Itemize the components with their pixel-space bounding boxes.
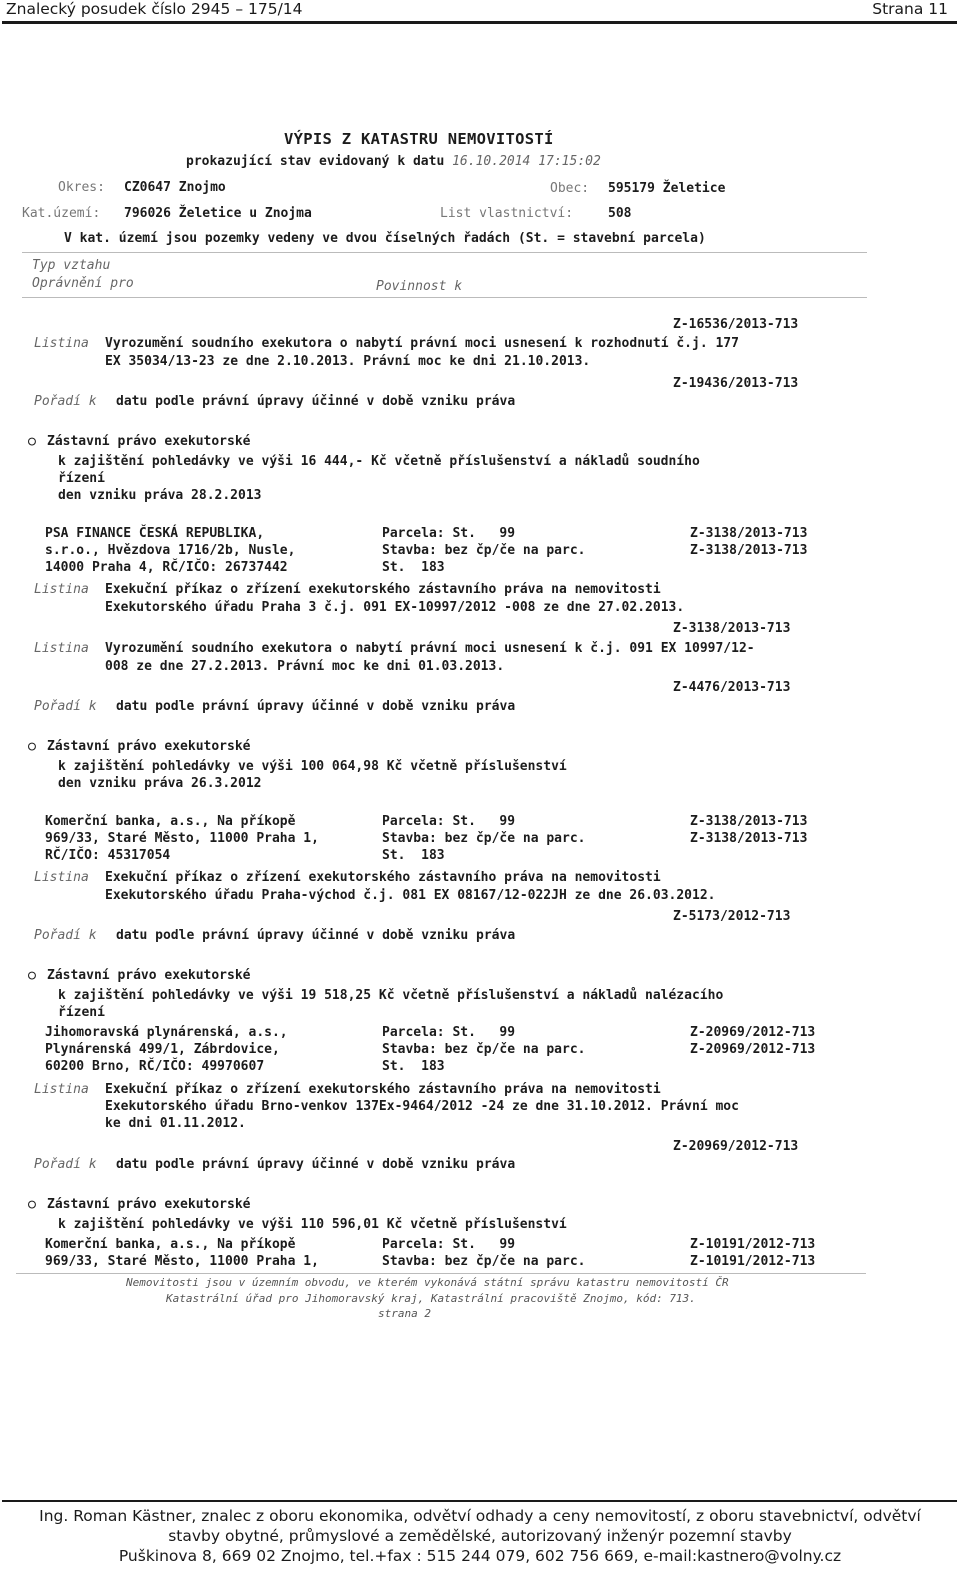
column-typ-vztahu: Typ vztahu — [32, 258, 111, 273]
parcel-text: St. 183 — [382, 1059, 445, 1074]
lien-text: k zajištění pohledávky ve výši 110 596,01 Kč včetně příslušenství — [58, 1217, 567, 1232]
creditor-text: PSA FINANCE ČESKÁ REPUBLIKA, — [45, 526, 265, 541]
creditor-text: 969/33, Staré Město, 11000 Praha 1, — [45, 831, 319, 846]
subtitle-date: 16.10.2014 17:15:02 — [452, 154, 601, 169]
parcel-text: St. 183 — [382, 848, 445, 863]
lien-title: Zástavní právo exekutorské — [47, 434, 251, 449]
ref-number: Z-16536/2013-713 — [673, 317, 799, 332]
page-footer — [0, 1500, 960, 1579]
column-rule — [22, 297, 867, 298]
scan-footer-text: Nemovitosti jsou v územním obvodu, ve kterém vykonává státní správu katastru nemovitostí ČR — [126, 1276, 729, 1289]
listina-text: Exekutorského úřadu Praha 3 č.j. 091 EX-10997/2012 -008 ze dne 27.02.2013. — [105, 600, 685, 615]
parcel-text: Stavba: bez čp/če na parc. — [382, 1254, 586, 1269]
lien-text: řízení — [58, 471, 105, 486]
poradi-text: datu podle právní úpravy účinné v době vzniku práva — [116, 699, 516, 714]
ref-number: Z-19436/2013-713 — [673, 376, 799, 391]
katuzemi-label: Kat.území: — [22, 206, 101, 221]
okres-label: Okres: — [58, 180, 105, 195]
scan-footer-text: Katastrální úřad pro Jihomoravský kraj, Katastrální pracoviště Znojmo, kód: 713. — [166, 1292, 696, 1305]
footer-line: stavby obytné, průmyslové a zemědělské, autorizovaný inženýr pozemní stavby — [168, 1527, 792, 1545]
lv-label: List vlastnictví: — [440, 206, 574, 221]
ref-number: Z-5173/2012-713 — [673, 909, 791, 924]
poradi-label: Pořadí k — [34, 394, 97, 409]
bullet-icon: ○ — [28, 968, 36, 983]
listina-text: Exekutorského úřadu Praha-východ č.j. 081 EX 08167/12-022JH ze dne 26.03.2012. — [105, 888, 716, 903]
ref-number: Z-20969/2012-713 — [690, 1042, 816, 1057]
lien-text: k zajištění pohledávky ve výši 19 518,25 Kč včetně příslušenství a nákladů nalézacího — [58, 988, 724, 1003]
ref-number: Z-3138/2013-713 — [690, 543, 808, 558]
creditor-text: 60200 Brno, RČ/IČO: 49970607 — [45, 1059, 265, 1074]
obec-value: 595179 Želetice — [608, 181, 726, 196]
listina-text: Exekuční příkaz o zřízení exekutorského zástavního práva na nemovitosti — [105, 870, 661, 885]
listina-label: Listina — [34, 870, 89, 885]
listina-text: Exekuční příkaz o zřízení exekutorského zástavního práva na nemovitosti — [105, 1082, 661, 1097]
ref-number: Z-10191/2012-713 — [690, 1237, 816, 1252]
creditor-text: 969/33, Staré Město, 11000 Praha 1, — [45, 1254, 319, 1269]
listina-text: EX 35034/13-23 ze dne 2.10.2013. Právní moc ke dni 21.10.2013. — [105, 354, 591, 369]
ref-number: Z-3138/2013-713 — [690, 831, 808, 846]
listina-text: Vyrozumění soudního exekutora o nabytí právní moci usnesení k č.j. 091 EX 10997/12- — [105, 641, 755, 656]
parcel-text: Parcela: St. 99 — [382, 1237, 516, 1252]
listina-label: Listina — [34, 1082, 89, 1097]
okres-value: CZ0647 Znojmo — [124, 180, 226, 195]
poradi-label: Pořadí k — [34, 699, 97, 714]
lien-title: Zástavní právo exekutorské — [47, 1197, 251, 1212]
ref-number: Z-3138/2013-713 — [690, 526, 808, 541]
document-reference: Znalecký posudek číslo 2945 – 175/14 — [6, 0, 303, 18]
listina-label: Listina — [34, 336, 89, 351]
ref-number: Z-3138/2013-713 — [690, 814, 808, 829]
lien-text: den vzniku práva 26.3.2012 — [58, 776, 262, 791]
poradi-label: Pořadí k — [34, 928, 97, 943]
extract-title: VÝPIS Z KATASTRU NEMOVITOSTÍ — [284, 130, 554, 148]
parcel-text: Stavba: bez čp/če na parc. — [382, 543, 586, 558]
creditor-text: 14000 Praha 4, RČ/IČO: 26737442 — [45, 560, 288, 575]
extract-subtitle — [186, 153, 601, 170]
lien-text: den vzniku práva 28.2.2013 — [58, 488, 262, 503]
lien-text: k zajištění pohledávky ve výši 100 064,98 Kč včetně příslušenství — [58, 759, 567, 774]
bullet-icon: ○ — [28, 434, 36, 449]
section-rule — [22, 252, 867, 253]
listina-text: ke dni 01.11.2012. — [105, 1116, 246, 1131]
subtitle-prefix: prokazující stav evidovaný k datu — [186, 154, 445, 169]
obec-label: Obec: — [550, 181, 590, 196]
ref-number: Z-10191/2012-713 — [690, 1254, 816, 1269]
listina-text: Exekuční příkaz o zřízení exekutorského zástavního práva na nemovitosti — [105, 582, 661, 597]
poradi-text: datu podle právní úpravy účinné v době vzniku práva — [116, 1157, 516, 1172]
parcel-text: Parcela: St. 99 — [382, 814, 516, 829]
ref-number: Z-20969/2012-713 — [673, 1139, 799, 1154]
parcel-text: Parcela: St. 99 — [382, 1025, 516, 1040]
poradi-text: datu podle právní úpravy účinné v době vzniku práva — [116, 928, 516, 943]
column-opravneni: Oprávnění pro — [32, 276, 134, 291]
footer-line: Ing. Roman Kästner, znalec z oboru ekonomika, odvětví odhady a ceny nemovitostí, z oboru stavebnictví, odvětví — [39, 1507, 921, 1525]
parcel-text: St. 183 — [382, 560, 445, 575]
ref-number: Z-3138/2013-713 — [673, 621, 791, 636]
lv-value: 508 — [608, 206, 632, 221]
parcel-series-note: V kat. území jsou pozemky vedeny ve dvou číselných řadách (St. = stavební parcela) — [64, 231, 706, 246]
katuzemi-value: 796026 Želetice u Znojma — [124, 206, 312, 221]
listina-text: Exekutorského úřadu Brno-venkov 137Ex-9464/2012 -24 ze dne 31.10.2012. Právní moc — [105, 1099, 739, 1114]
scan-page-number: strana 2 — [378, 1307, 431, 1320]
creditor-text: Plynárenská 499/1, Zábrdovice, — [45, 1042, 280, 1057]
creditor-text: Jihomoravská plynárenská, a.s., — [45, 1025, 288, 1040]
lien-title: Zástavní právo exekutorské — [47, 968, 251, 983]
poradi-text: datu podle právní úpravy účinné v době vzniku práva — [116, 394, 516, 409]
bullet-icon: ○ — [28, 1197, 36, 1212]
lien-text: k zajištění pohledávky ve výši 16 444,- Kč včetně příslušenství a nákladů soudního — [58, 454, 700, 469]
creditor-text: Komerční banka, a.s., Na příkopě — [45, 814, 296, 829]
listina-text: 008 ze dne 27.2.2013. Právní moc ke dni 01.03.2013. — [105, 659, 505, 674]
column-povinnost: Povinnost k — [376, 279, 463, 294]
parcel-text: Stavba: bez čp/če na parc. — [382, 1042, 586, 1057]
creditor-text: RČ/IČO: 45317054 — [45, 848, 171, 863]
parcel-text: Stavba: bez čp/če na parc. — [382, 831, 586, 846]
poradi-label: Pořadí k — [34, 1157, 97, 1172]
lien-title: Zástavní právo exekutorské — [47, 739, 251, 754]
ref-number: Z-20969/2012-713 — [690, 1025, 816, 1040]
creditor-text: Komerční banka, a.s., Na příkopě — [45, 1237, 296, 1252]
listina-text: Vyrozumění soudního exekutora o nabytí právní moci usnesení k rozhodnutí č.j. 177 — [105, 336, 739, 351]
page-number: Strana 11 — [872, 0, 948, 18]
footer-line: Puškinova 8, 669 02 Znojmo, tel.+fax : 515 244 079, 602 756 669, e-mail:kastnero@volny.cz — [118, 1547, 842, 1565]
parcel-text: Parcela: St. 99 — [382, 526, 516, 541]
bullet-icon: ○ — [28, 739, 36, 754]
lien-text: řízení — [58, 1005, 105, 1020]
listina-label: Listina — [34, 641, 89, 656]
creditor-text: s.r.o., Hvězdova 1716/2b, Nusle, — [45, 543, 296, 558]
ref-number: Z-4476/2013-713 — [673, 680, 791, 695]
listina-label: Listina — [34, 582, 89, 597]
